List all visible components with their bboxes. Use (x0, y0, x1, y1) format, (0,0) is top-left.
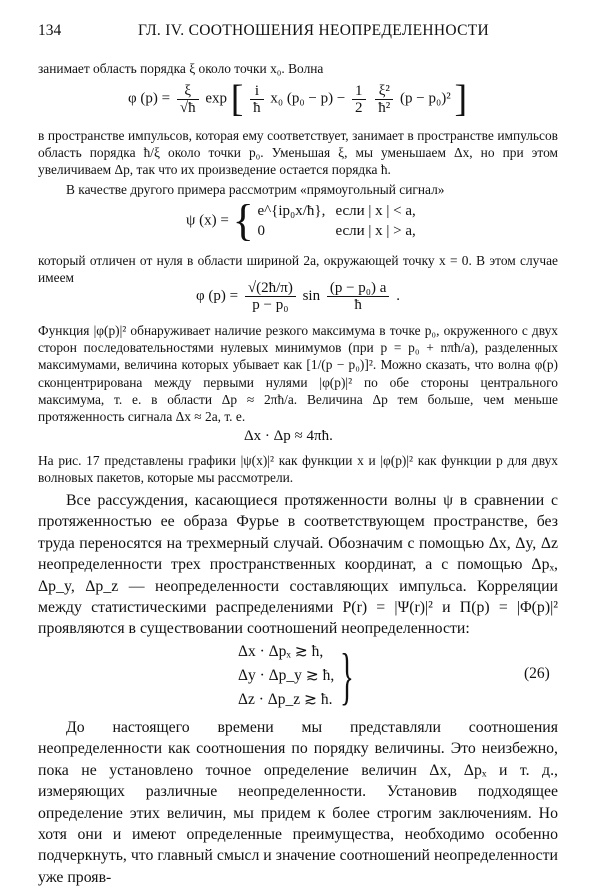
eq3-prefactor (245, 280, 296, 313)
paragraph-2: в пространстве импульсов, которая ему соответствует, занимает в пространстве импульсов область порядка ħ/ξ около точки p₀. Уменьшая ξ, мы уменьшаем Δx, но при этом увеличиваем Δp, так что их произведение остается порядка ħ. (38, 128, 558, 178)
eq1-xi-den: ħ² (378, 99, 391, 116)
equation-gaussian-wave: φ (p) = $\frac{\xi}{√ħ}$ exp [ $\frac{i}{ħ}$ x₀ (p₀ − p) − $\frac{1}{2}$ $\frac{\text{ξ²}}{\text{ħ²}}$ (p − p₀)² ] (128, 78, 468, 120)
eq1-lhs: φ (p) = (128, 90, 171, 107)
right-brace: } (340, 640, 354, 711)
eq2-row2-condition: если | x | > a, (335, 223, 416, 239)
paragraph-1: занимает область порядка ξ около точки x₀. Волна (38, 61, 324, 76)
running-title: ГЛ. IV. СООТНОШЕНИЯ НЕОПРЕДЕЛЕННОСТИ (138, 22, 489, 39)
paragraph-8: До настоящего времени мы представляли соотношения неопределенности как соотношения по порядку величины. Это неизбежно, пока не установлено точное определение величин Δx, Δpₓ и т. д., измеряющих различные неопределенности. Установив подходящее определение этих величин, мы придем к более строгим заключениям. Но хотя они и имеют определенные преимущества, необходимо особенно подчеркнуть, что главный смысл и значение соотношений неопределенности уже прояв- (38, 719, 558, 886)
eq1-tail: (p − p₀)² (400, 90, 451, 107)
page-number: 134 (38, 22, 62, 39)
eq1-exp: exp (205, 90, 228, 107)
eq1-half (352, 83, 366, 116)
paragraph-3: В качестве другого примера рассмотрим «прямоугольный сигнал» (66, 182, 445, 197)
eq3-dot: . (396, 288, 400, 304)
equation-number: (26) (524, 665, 550, 682)
eq1-prefactor-den: √ħ (179, 99, 196, 116)
eq2-cases (257, 201, 415, 241)
eq3-den: p − p₀ (252, 297, 289, 313)
paragraph-5: Функция |φ(p)|² обнаруживает наличие резкого максимума в точке p₀, окруженного с двух сторон последовательностями нулевых минимумов (при p = p₀ + nπħ/a), разделенных максимумами, величина которых убывает как [1/(p − p₀)]². Можно сказать, что волна φ(p) сконцентрирована между первыми нулями |φ(p)|² по обе стороны центрального максимума, т. е. в области Δp ≈ 2πħ/a. Величина Δp тем больше, чем меньше протяженность сигнала Δx ≈ 2a, т. е. (38, 323, 558, 425)
equation-product: Δx · Δp ≈ 4πħ. (244, 428, 333, 444)
eq1-half-num: 1 (352, 83, 366, 100)
eq3-num: √(2ħ/π) (245, 280, 296, 297)
equation-rect-signal: ψ (x) = { e^{ip₀x/ħ}, если | x | < a, 0 если | x | > a, (186, 196, 416, 245)
running-header (38, 22, 558, 42)
eq2-row1-condition: если | x | < a, (335, 203, 416, 219)
relation-z: Δz · Δp_z ≳ ħ. (238, 691, 333, 708)
paragraph-7: Все рассуждения, касающиеся протяженности волны ψ в сравнении с протяженностью ее образа Фурье в соответствующем пространстве, без труда переносятся на трехмерный случай. Обозначим с помощью Δx, Δy, Δz неопределенности трех пространственных координат, а с помощью Δpₓ, Δp_y, Δp_z — неопределенности составляющих импульса. Корреляции между статистическими распределениями P(r) = |Ψ(r)|² и Π(p) = |Φ(p)|² проявляются в существовании соотношений неопределенности: (38, 492, 558, 638)
eq3-arg-den: ħ (354, 297, 362, 313)
eq1-mid: x₀ (p₀ − p) − (270, 90, 346, 107)
eq3-sin: sin (302, 288, 321, 304)
eq1-i: i (250, 83, 264, 100)
relation-x: Δx · Δpₓ ≳ ħ, (238, 643, 324, 660)
paragraph-4: который отличен от нуля в области шириной 2a, окружающей точку x = 0. В этом случае имеем (38, 253, 558, 286)
eq3-lhs: φ (p) = (196, 288, 239, 304)
eq1-xi-frac (375, 83, 393, 116)
eq3-argument (327, 280, 390, 313)
eq1-half-den: 2 (355, 99, 363, 116)
uncertainty-relations (238, 640, 334, 712)
paragraph-6: На рис. 17 представлены графики |ψ(x)|² как функции x и |φ(p)|² как функции p для двух волновых пакетов, которые мы рассмотрели. (38, 453, 558, 486)
eq1-prefactor (177, 83, 199, 116)
eq1-prefactor-num: ξ (177, 83, 199, 100)
eq1-i-over-h (250, 83, 264, 116)
eq2-row1-value: e^{ip₀x/ħ}, (257, 203, 326, 219)
eq2-row2-value: 0 (257, 223, 265, 239)
eq2-lhs: ψ (x) = (186, 212, 229, 229)
equation-sinc (196, 280, 400, 313)
eq3-arg-num: (p − p₀) a (327, 280, 390, 297)
relation-y: Δy · Δp_y ≳ ħ, (238, 667, 335, 684)
eq1-h: ħ (253, 99, 261, 116)
eq1-xi-num: ξ² (375, 83, 393, 100)
